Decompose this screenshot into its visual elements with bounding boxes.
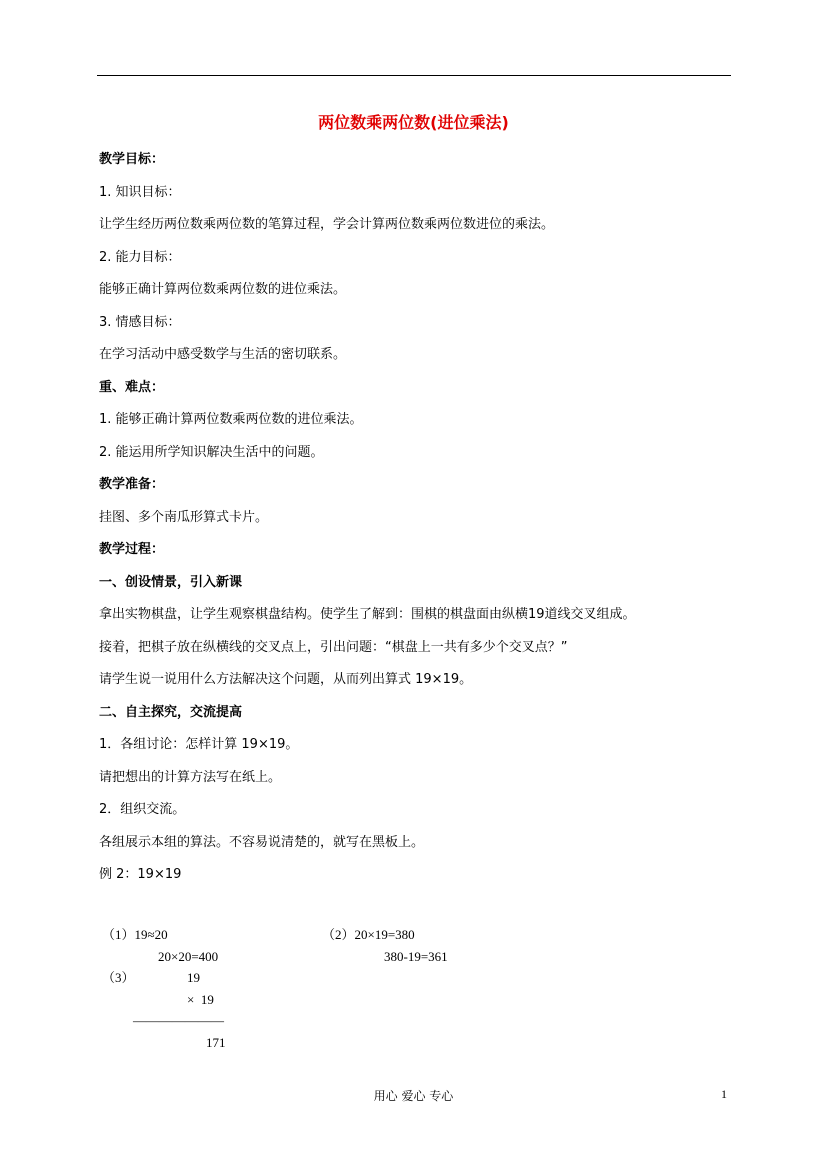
subsection-heading-explore: 二、自主探究，交流提高 [99, 705, 243, 720]
paragraph: 接着，把棋子放在纵横线的交叉点上，引出问题：“棋盘上一共有多少个交叉点？” [99, 640, 568, 655]
paragraph: 请学生说一说用什么方法解决这个问题，从而列出算式 19×19。 [99, 672, 473, 687]
paragraph: 2. 能运用所学知识解决生活中的问题。 [99, 445, 324, 460]
paragraph: 各组展示本组的算法。不容易说清楚的，就写在黑板上。 [99, 835, 425, 850]
method-3-result: 171 [206, 1035, 226, 1050]
paragraph: 2. 能力目标： [99, 250, 181, 265]
paragraph: 1. 知识目标： [99, 185, 181, 200]
method-1-step-1: （1）19≈20 [102, 927, 168, 942]
footer-text: 用心 爱心 专心 [373, 1089, 454, 1103]
method-3-multiplicand: 19 [187, 970, 200, 985]
paragraph: 请把想出的计算方法写在纸上。 [99, 770, 282, 785]
paragraph: 能够正确计算两位数乘两位数的进位乘法。 [99, 282, 347, 297]
paragraph: 1. 能够正确计算两位数乘两位数的进位乘法。 [99, 412, 363, 427]
paragraph: 1．各组讨论：怎样计算 19×19。 [99, 737, 299, 752]
page-number: 1 [721, 1087, 727, 1101]
paragraph: 挂图、多个南瓜形算式卡片。 [99, 510, 269, 525]
header-rule [97, 75, 731, 76]
method-1-step-2: 20×20=400 [158, 949, 219, 964]
section-heading-process: 教学过程： [99, 542, 165, 557]
paragraph: 在学习活动中感受数学与生活的密切联系。 [99, 347, 347, 362]
section-heading-objectives: 教学目标： [99, 152, 165, 167]
example-heading: 例 2：19×19 [99, 867, 182, 882]
method-2-step-1: （2）20×19=380 [322, 927, 415, 942]
paragraph: 2．组织交流。 [99, 802, 186, 817]
paragraph: 让学生经历两位数乘两位数的笔算过程，学会计算两位数乘两位数进位的乘法。 [99, 217, 555, 232]
section-heading-key-points: 重、难点： [99, 380, 165, 395]
document-title: 两位数乘两位数(进位乘法) [318, 113, 509, 132]
paragraph: 3. 情感目标： [99, 315, 181, 330]
method-3-label: （3） [102, 970, 135, 985]
subsection-heading-intro: 一、创设情景，引入新课 [99, 575, 243, 590]
method-2-step-2: 380-19=361 [384, 949, 448, 964]
section-heading-preparation: 教学准备： [99, 477, 165, 492]
method-3-multiplier: × 19 [187, 992, 214, 1007]
method-3-divider-line: ——————— [133, 1013, 224, 1028]
paragraph: 拿出实物棋盘，让学生观察棋盘结构。使学生了解到：围棋的棋盘面由纵横19道线交叉组成。 [99, 607, 636, 622]
